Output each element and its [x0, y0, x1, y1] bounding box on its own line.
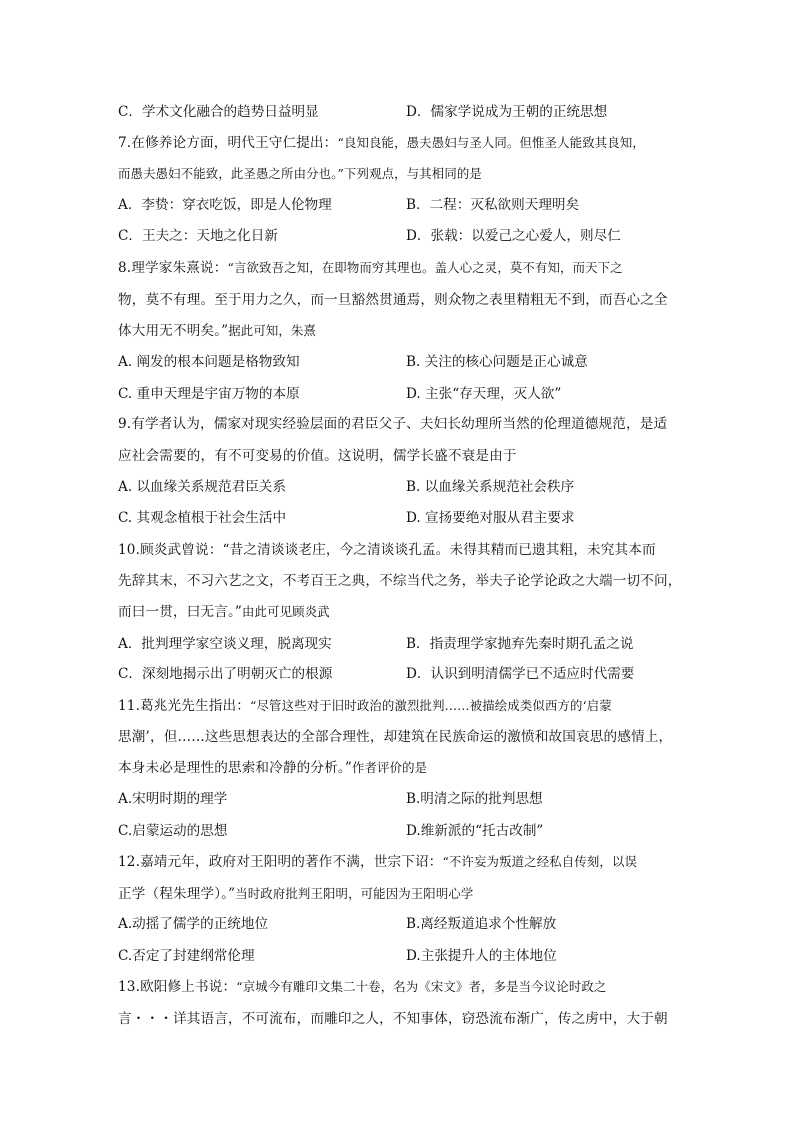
question-text-line: [118, 133, 678, 153]
question-text-line: [118, 571, 682, 591]
answer-option: D．儒家学说成为王朝的正统思想: [406, 104, 608, 120]
answer-option: A. 阐发的根本问题是格物致知: [118, 354, 300, 370]
text-span: 物，莫不有理。至于用力之久，而一旦豁然贯通焉，则众物之表里精粗无不到，而吾心之全: [118, 292, 668, 308]
answer-option: A.宋明时期的理学: [118, 791, 228, 807]
text-span: 应社会需要的，有不可变易的价值。这说明，儒学长盛不衰是由于: [118, 448, 517, 464]
question-text-line: [118, 727, 678, 747]
answer-option: C．学术文化融合的趋势日益明显: [118, 104, 319, 120]
answer-option: B．二程：灭私欲则天理明矣: [406, 197, 580, 213]
answer-option: D. 宣扬要绝对服从君主要求: [406, 510, 575, 526]
text-span: 正学（程朱理学）。”: [118, 886, 236, 902]
answer-option: B. 以血缘关系规范社会秩序: [406, 479, 575, 495]
text-span: 7.在修养论方面，明代王守仁提出：: [118, 135, 338, 151]
question-text-line: [118, 696, 678, 716]
answer-option: C.否定了封建纲常伦理: [118, 948, 255, 964]
text-span: 据此可知，朱熹: [228, 323, 317, 338]
question-text-line: [118, 446, 678, 466]
question-text-line: [118, 414, 678, 434]
answer-option: C. 其观念植根于社会生活中: [118, 510, 287, 526]
text-span: 由此可见顾炎武: [242, 604, 330, 619]
answer-option: A. 以血缘关系规范君臣关系: [118, 479, 286, 495]
answer-option: D．认识到明清儒学已不适应时代需要: [406, 666, 635, 682]
text-span: 作者评价的是: [351, 760, 428, 775]
text-span: “尽管这些对于旧时政治的激烈批判……被描绘成类似西方的‘启蒙: [250, 698, 612, 713]
text-span: 9.有学者认为，儒家对现实经验层面的君臣父子、夫妇长幼理所当然的伦理道德规范，是适: [118, 416, 668, 432]
text-span: “言欲致吾之知，在即物而穷其理也。盖人心之灵，莫不有知，而天下之: [227, 260, 623, 275]
question-text-line: [118, 977, 678, 997]
answer-option: C．深刻地揭示出了明朝灭亡的根源: [118, 666, 333, 682]
question-text-line: [118, 758, 678, 778]
question-text-line: [118, 321, 678, 341]
text-span: 当时政府批判王阳明，可能因为王阳明心学: [235, 886, 474, 901]
answer-option: A．批判理学家空谈义理，脱离现实: [118, 636, 332, 652]
text-span: “不许妄为叛道之经私自传刻，以误: [442, 854, 638, 869]
text-span: 先辞其末，不习六艺之文，不考百王之典，不综当代之务，举夫子论学论政之大端一切不问，: [118, 573, 682, 589]
answer-option: D．张载：以爱己之心爱人，则尽仁: [406, 228, 621, 244]
text-span: 下列观点，与其相同的是: [344, 166, 482, 181]
question-text-line: [118, 258, 678, 278]
text-span: 11.葛兆光先生指出：: [118, 698, 251, 714]
answer-option: A．李贽：穿衣吃饭，即是人伦物理: [118, 197, 332, 213]
answer-option: C.启蒙运动的思想: [118, 823, 228, 839]
answer-option: B．指责理学家抛弃先秦时期孔孟之说: [406, 636, 634, 652]
text-span: “良知良能，愚夫愚妇与圣人同。但惟圣人能致其良知，: [337, 135, 645, 150]
text-span: 体大用无不明矣。”: [118, 323, 229, 339]
answer-option: D. 主张“存天理，灭人欲”: [406, 386, 562, 402]
answer-option: D.维新派的“托古改制”: [406, 823, 544, 839]
question-text-line: [118, 290, 678, 310]
answer-option: C．王夫之：天地之化日新: [118, 228, 278, 244]
text-span: 言・・・详其语言，不可流布，而雕印之人，不知事体，窃恐流布渐广，传之虏中，大于朝: [118, 1011, 668, 1027]
answer-option: C. 重申天理是宇宙万物的本原: [118, 386, 300, 402]
question-text-line: [118, 602, 678, 622]
answer-option: A.动摇了儒学的正统地位: [118, 916, 269, 932]
text-span: 本身未必是理性的思索和冷静的分析。”: [118, 760, 352, 776]
answer-option: B. 关注的核心问题是正心诚意: [406, 354, 588, 370]
question-text-line: [118, 164, 678, 184]
question-text-line: [118, 1009, 678, 1029]
text-span: 思潮’，但……这些思想表达的全部合理性，却建筑在民族命运的激愤和故国哀思的感情上，: [118, 729, 673, 745]
text-span: 8.理学家朱熹说：: [118, 260, 228, 276]
text-span: “京城今有雕印文集二十卷，名为《宋文》者，多是当今议论时政之: [236, 979, 607, 994]
text-span: 而曰一贯，曰无言。”: [118, 604, 242, 620]
answer-option: B.离经叛道追求个性解放: [406, 916, 557, 932]
answer-option: B.明清之际的批判思想: [406, 791, 543, 807]
text-span: 而愚夫愚妇不能致，此圣愚之所由分也。”: [118, 166, 345, 181]
question-text-line: [118, 540, 678, 560]
answer-option: D.主张提升人的主体地位: [406, 948, 557, 964]
text-span: 13.欧阳修上书说：: [118, 979, 237, 995]
question-text-line: [118, 852, 678, 872]
text-span: 12.嘉靖元年，政府对王阳明的著作不满，世宗下诏：: [118, 854, 443, 870]
question-text-line: [118, 884, 678, 904]
text-span: 10.顾炎武曾说：“昔之清谈谈老庄，今之清谈谈孔孟。未得其精而已遗其粗，未究其本而: [118, 542, 656, 558]
